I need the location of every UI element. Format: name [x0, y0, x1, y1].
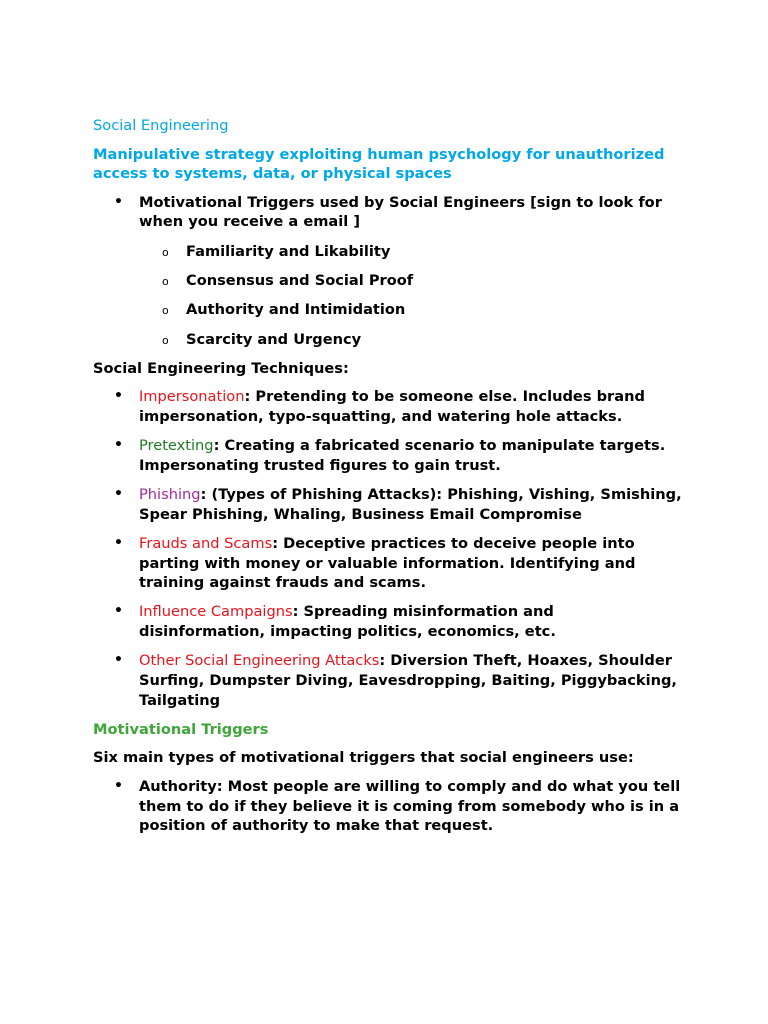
motivational-intro: Six main types of motivational triggers that social engineers use: — [93, 749, 634, 767]
motivational-list — [93, 777, 683, 836]
triggers-intro: Motivational Triggers used by Social Engineers [sign to look for when you receive a email ] — [139, 193, 662, 231]
bullet-icon: • — [114, 193, 123, 210]
document-content — [93, 116, 683, 845]
trigger-item: Familiarity and Likability — [186, 242, 391, 260]
sub-bullet-icon: o — [162, 304, 169, 318]
list-item — [93, 300, 683, 320]
list-item — [93, 387, 683, 426]
bullet-icon: • — [114, 535, 123, 551]
list-item — [93, 271, 683, 291]
technique-description: : Diversion Theft, Hoaxes, Shoulder Surfing, Dumpster Diving, Eavesdropping, Baiting, Piggybacking, Tailgating — [139, 652, 677, 709]
sub-bullet-icon: o — [162, 333, 169, 347]
list-item — [93, 651, 683, 710]
bullet-icon: • — [114, 652, 123, 669]
technique-term: Influence Campaigns — [139, 603, 293, 621]
motivational-item: Authority: Most people are willing to comply and do what you tell them to do if they believe it is coming from somebody who is in a position of authority to make that request. — [139, 778, 681, 835]
technique-description: : Spreading misinformation and disinformation, impacting politics, economics, etc. — [139, 603, 556, 641]
technique-description: : Pretending to be someone else. Includes brand impersonation, typo-squatting, and watering hole attacks. — [139, 388, 645, 425]
trigger-item: Scarcity and Urgency — [186, 330, 362, 348]
technique-description: : Creating a fabricated scenario to manipulate targets. Impersonating trusted figures to gain trust. — [139, 437, 666, 474]
techniques-list — [93, 387, 683, 710]
list-item — [93, 485, 683, 524]
list-item — [93, 534, 683, 593]
technique-term: Impersonation — [139, 388, 245, 406]
document-title: Social Engineering — [93, 117, 229, 134]
sub-bullet-icon: o — [162, 245, 169, 259]
list-item — [93, 193, 683, 232]
bullet-icon: • — [114, 388, 123, 405]
techniques-heading: Social Engineering Techniques: — [93, 359, 349, 377]
bullet-icon: • — [114, 437, 123, 454]
list-item — [93, 777, 683, 836]
bullet-icon: • — [114, 778, 123, 794]
triggers-list — [93, 193, 683, 349]
list-item — [93, 436, 683, 475]
technique-description: : Deceptive practices to deceive people into parting with money or valuable information. Identifying and training against frauds and scams. — [139, 535, 636, 592]
document-subtitle: Manipulative strategy exploiting human psychology for unauthorized access to systems, data, or physical spaces — [93, 145, 665, 183]
technique-term: Other Social Engineering Attacks — [139, 652, 380, 670]
list-item — [93, 242, 683, 262]
bullet-icon: • — [114, 603, 123, 620]
trigger-item: Consensus and Social Proof — [186, 271, 414, 289]
technique-term: Frauds and Scams — [139, 535, 273, 552]
technique-description: : (Types of Phishing Attacks): Phishing, Vishing, Smishing, Spear Phishing, Whaling, Business Email Compromise — [139, 486, 682, 523]
list-item — [93, 602, 683, 641]
trigger-item: Authority and Intimidation — [186, 301, 406, 319]
technique-term: Pretexting — [139, 437, 214, 455]
technique-term: Phishing — [139, 486, 201, 504]
motivational-heading: Motivational Triggers — [93, 720, 269, 738]
bullet-icon: • — [114, 486, 123, 503]
sub-bullet-icon: o — [162, 274, 169, 288]
list-item — [93, 330, 683, 350]
